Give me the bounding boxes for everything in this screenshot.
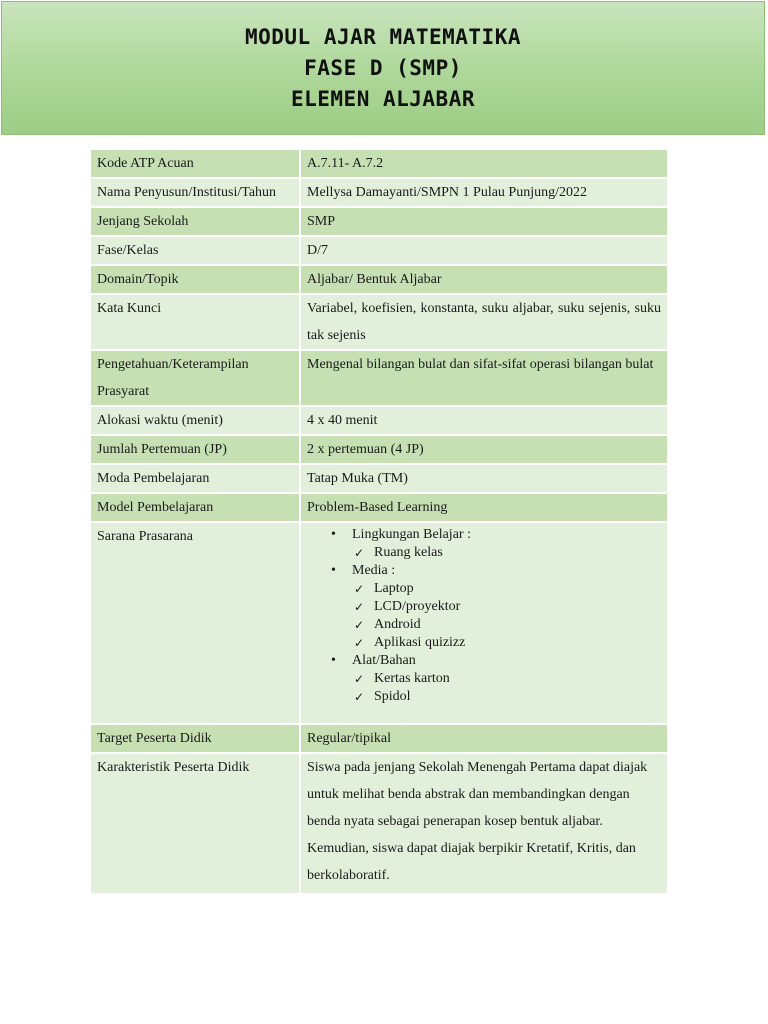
- sarana-group-label: Media :: [352, 563, 396, 578]
- row-key: Nama Penyusun/Institusi/Tahun: [91, 179, 301, 208]
- module-info-table: [91, 150, 667, 895]
- list-item: [351, 526, 661, 562]
- table-row: [91, 523, 667, 725]
- table-row: [91, 295, 667, 351]
- check-icon: ✓: [354, 582, 365, 596]
- check-icon: ✓: [354, 636, 365, 650]
- table-row: [91, 754, 667, 895]
- table-row: [91, 351, 667, 407]
- row-value: 2 x pertemuan (4 JP): [301, 436, 667, 465]
- list-item: ✓ Aplikasi quizizz: [354, 635, 466, 650]
- row-value: Variabel, koefisien, konstanta, suku aljabar, suku sejenis, suku tak sejenis: [301, 295, 667, 351]
- table-row: [91, 436, 667, 465]
- table-row: [91, 725, 667, 754]
- row-value: Problem-Based Learning: [301, 494, 667, 523]
- row-key: Fase/Kelas: [91, 237, 301, 266]
- list-item: ✓ Spidol: [354, 689, 411, 704]
- check-icon: ✓: [354, 618, 365, 632]
- row-value: SMP: [301, 208, 667, 237]
- table-row: [91, 179, 667, 208]
- row-key: Kode ATP Acuan: [91, 150, 301, 179]
- row-value: 4 x 40 menit: [301, 407, 667, 436]
- row-key: Jumlah Pertemuan (JP): [91, 436, 301, 465]
- row-value: Regular/tipikal: [301, 725, 667, 754]
- row-key: Karakteristik Peserta Didik: [91, 754, 301, 895]
- row-key: Moda Pembelajaran: [91, 465, 301, 494]
- check-icon: ✓: [354, 546, 365, 560]
- table-row: [91, 465, 667, 494]
- row-key: Pengetahuan/Keterampilan Prasyarat: [91, 351, 301, 407]
- list-item: [351, 562, 661, 652]
- table-row: [91, 208, 667, 237]
- header-title-line3: ELEMEN ALJABAR: [290, 87, 475, 111]
- row-key: Alokasi waktu (menit): [91, 407, 301, 436]
- header-banner: [1, 1, 765, 135]
- row-value: Tatap Muka (TM): [301, 465, 667, 494]
- list-item: ✓ Android: [354, 617, 421, 632]
- row-key: Domain/Topik: [91, 266, 301, 295]
- row-key: Model Pembelajaran: [91, 494, 301, 523]
- header-title-line2: FASE D (SMP): [304, 56, 462, 80]
- list-item: ✓ Ruang kelas: [354, 545, 443, 560]
- row-key: Target Peserta Didik: [91, 725, 301, 754]
- table-row: [91, 150, 667, 179]
- sarana-group-label: Alat/Bahan: [352, 653, 416, 668]
- sarana-prasarana-list: [301, 523, 667, 725]
- row-value: D/7: [301, 237, 667, 266]
- row-key: Sarana Prasarana: [91, 523, 301, 725]
- table-row: [91, 237, 667, 266]
- table-row: [91, 407, 667, 436]
- list-item: [351, 652, 661, 706]
- row-value: Mellysa Damayanti/SMPN 1 Pulau Punjung/2022: [301, 179, 667, 208]
- check-icon: ✓: [354, 690, 365, 704]
- table-row: [91, 494, 667, 523]
- check-icon: ✓: [354, 600, 365, 614]
- row-key: Kata Kunci: [91, 295, 301, 351]
- row-value: Aljabar/ Bentuk Aljabar: [301, 266, 667, 295]
- list-item: ✓ Kertas karton: [354, 671, 450, 686]
- sarana-group-label: Lingkungan Belajar :: [352, 527, 471, 542]
- list-item: ✓ Laptop: [354, 581, 414, 596]
- list-item: ✓ LCD/proyektor: [354, 599, 461, 614]
- table-row: [91, 266, 667, 295]
- check-icon: ✓: [354, 672, 365, 686]
- row-value: Siswa pada jenjang Sekolah Menengah Pertama dapat diajak untuk melihat benda abstrak dan membandingkan dengan benda nyata sebagai penerapan kosep bentuk aljabar. Kemudian, siswa dapat diajak berpikir Kretatif, Kritis, dan berkolaboratif.: [301, 754, 667, 895]
- header-title-line1: MODUL AJAR MATEMATIKA: [244, 25, 521, 49]
- row-key: Jenjang Sekolah: [91, 208, 301, 237]
- row-value: Mengenal bilangan bulat dan sifat-sifat operasi bilangan bulat: [301, 351, 667, 407]
- row-value: A.7.11- A.7.2: [301, 150, 667, 179]
